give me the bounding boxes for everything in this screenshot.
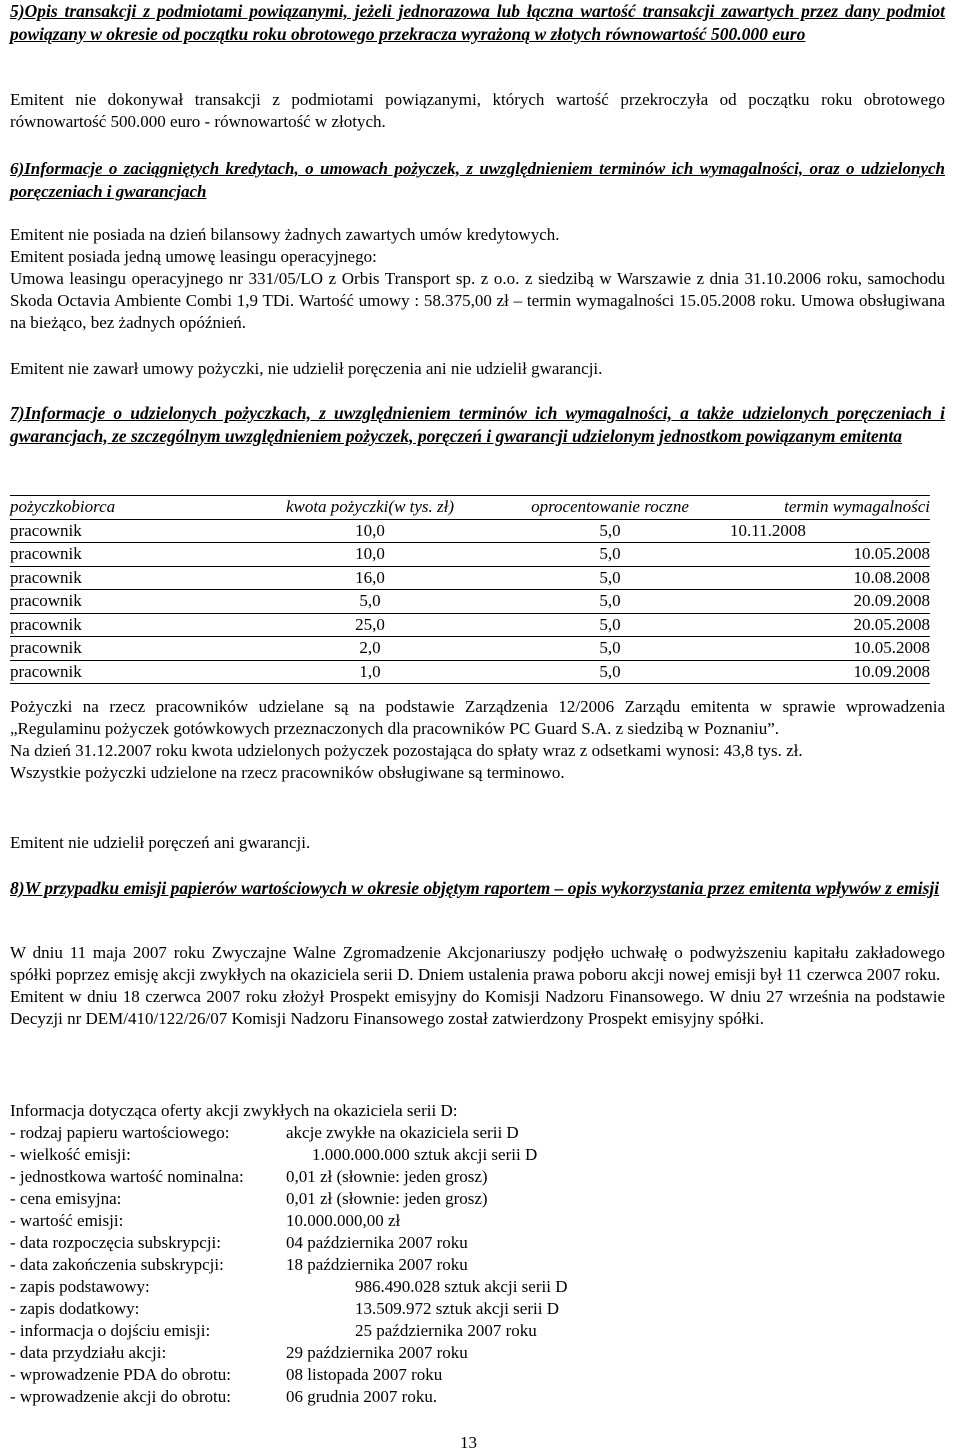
cell-amount: 2,0 (359, 638, 381, 658)
cell-borrower: pracownik (10, 661, 82, 681)
table-row (10, 519, 930, 543)
cell-due-date: 10.05.2008 (853, 544, 930, 564)
offer-value: 13.509.972 sztuk akcji serii D (355, 1299, 559, 1318)
table-row (10, 637, 930, 661)
table-row (10, 566, 930, 590)
offer-label: - wartość emisji: (10, 1211, 124, 1230)
offer-label: - wielkość emisji: (10, 1145, 131, 1164)
loans-basis-paragraph: Pożyczki na rzecz pracowników udzielane są na podstawie Zarządzenia 12/2006 Zarządu emitenta w sprawie wprowadzenia „Regulaminu pożyczek gotówkowych przeznaczonych dla pracowników PC Guard S.A. z siedzibą w Poznaniu”. (10, 697, 945, 738)
offer-value: 29 października 2007 roku (286, 1343, 468, 1362)
offer-value: 08 listopada 2007 roku (286, 1365, 443, 1384)
loans-status-paragraph: Wszystkie pożyczki udzielone na rzecz pracowników obsługiwane są terminowo. (10, 763, 565, 782)
offer-row (10, 1188, 710, 1210)
offer-row (10, 1342, 710, 1364)
cell-interest: 5,0 (599, 591, 621, 611)
offer-value: 25 października 2007 roku (355, 1321, 537, 1340)
offer-row (10, 1386, 710, 1408)
cell-interest: 5,0 (599, 638, 621, 658)
section-6-heading: 6)Informacje o zaciągniętych kredytach, o umowach pożyczek, z uwzględnieniem terminów ich wymagalności, oraz o udzielonych poręczeniach i gwarancjach (10, 159, 945, 201)
cell-borrower: pracownik (10, 638, 82, 658)
cell-borrower: pracownik (10, 544, 82, 564)
table-row (10, 590, 930, 614)
cell-amount: 25,0 (355, 614, 385, 634)
offer-label: - rodzaj papieru wartościowego: (10, 1123, 230, 1142)
table-row (10, 543, 930, 567)
section-7-heading: 7)Informacje o udzielonych pożyczkach, z uwzględnieniem terminów ich wymagalności, a także udzielonych poręczeniach i gwarancjach, ze szczególnym uwzględnieniem pożyczek, poręczeń i gwarancji udzielonym jednostkom powiązanym emitenta (10, 403, 945, 446)
header-due-date: termin wymagalności (784, 497, 930, 517)
offer-label: - zapis podstawowy: (10, 1277, 150, 1296)
header-borrower: pożyczkobiorca (10, 497, 116, 517)
offer-value: 06 grudnia 2007 roku. (286, 1387, 438, 1406)
offer-label: - wprowadzenie akcji do obrotu: (10, 1387, 231, 1406)
header-amount: kwota pożyczki(w tys. zł) (285, 497, 455, 517)
cell-due-date: 10.11.2008 (730, 520, 806, 540)
page-number: 13 (460, 1433, 477, 1452)
cell-borrower: pracownik (10, 520, 82, 540)
loans-table-header (10, 496, 930, 520)
offer-label: - cena emisyjna: (10, 1189, 122, 1208)
offer-value: 986.490.028 sztuk akcji serii D (355, 1277, 568, 1296)
offer-row (10, 1144, 710, 1166)
offer-info (10, 1100, 710, 1408)
cell-interest: 5,0 (599, 567, 621, 587)
offer-value: 04 października 2007 roku (286, 1233, 468, 1252)
offer-label: - data zakończenia subskrypcji: (10, 1255, 224, 1274)
cell-due-date: 20.09.2008 (853, 591, 930, 611)
no-guarantees-line: Emitent nie udzielił poręczeń ani gwarancji. (10, 833, 311, 852)
offer-value: 18 października 2007 roku (286, 1255, 468, 1274)
cell-borrower: pracownik (10, 591, 82, 611)
offer-row (10, 1122, 710, 1144)
offer-label: - informacja o dojściu emisji: (10, 1321, 211, 1340)
cell-borrower: pracownik (10, 614, 82, 634)
cell-due-date: 20.05.2008 (853, 614, 930, 634)
offer-row (10, 1166, 710, 1188)
offer-label: - data przydziału akcji: (10, 1343, 167, 1362)
offer-row (10, 1364, 710, 1386)
table-row (10, 613, 930, 637)
offer-value: 10.000.000,00 zł (286, 1211, 401, 1230)
offer-row (10, 1232, 710, 1254)
prospectus-paragraph: Emitent w dniu 18 czerwca 2007 roku złożył Prospekt emisyjny do Komisji Nadzoru Finansowego. W dniu 27 września na podstawie Decyzji nr DEM/410/122/26/07 Komisji Nadzoru Finansowego został zatwierdzony Prospekt emisyjny spółki. (10, 987, 945, 1028)
cell-due-date: 10.09.2008 (853, 661, 930, 681)
offer-row (10, 1276, 710, 1298)
header-interest: oprocentowanie roczne (531, 497, 689, 517)
section-8-heading: 8)W przypadku emisji papierów wartościowych w okresie objętym raportem – opis wykorzystania przez emitenta wpływów z emisji (10, 878, 940, 898)
cell-borrower: pracownik (10, 567, 82, 587)
offer-value: 0,01 zł (słownie: jeden grosz) (286, 1167, 488, 1186)
issue-resolution-paragraph: W dniu 11 maja 2007 roku Zwyczajne Walne Zgromadzenie Akcjonariuszy podjęło uchwałę o podwyższeniu kapitału zakładowego spółki poprzez emisję akcji zwykłych na okaziciela serii D. Dniem ustalenia prawa poboru akcji nowej emisji był 11 czerwca 2007 roku. (10, 943, 945, 984)
cell-amount: 5,0 (359, 591, 381, 611)
offer-row (10, 1254, 710, 1276)
offer-row (10, 1210, 710, 1232)
section-6-body (10, 224, 945, 334)
cell-interest: 5,0 (599, 520, 621, 540)
offer-row (10, 1298, 710, 1320)
section-8-body (10, 942, 945, 1030)
cell-due-date: 10.08.2008 (853, 567, 930, 587)
offer-value: 0,01 zł (słownie: jeden grosz) (286, 1189, 488, 1208)
offer-value: 1.000.000.000 sztuk akcji serii D (312, 1145, 538, 1164)
loans-table (10, 495, 930, 684)
leasing-intro-line: Emitent posiada jedną umowę leasingu operacyjnego: (10, 247, 377, 266)
cell-amount: 10,0 (355, 520, 385, 540)
no-loan-line: Emitent nie zawarł umowy pożyczki, nie udzielił poręczenia ani nie udzielił gwarancji. (10, 359, 603, 378)
offer-value: akcje zwykłe na okaziciela serii D (286, 1123, 519, 1142)
offer-label: - data rozpoczęcia subskrypcji: (10, 1233, 221, 1252)
offer-label: - jednostkowa wartość nominalna: (10, 1167, 244, 1186)
cell-due-date: 10.05.2008 (853, 638, 930, 658)
cell-amount: 10,0 (355, 544, 385, 564)
offer-row (10, 1320, 710, 1342)
section-7-body (10, 696, 945, 784)
loans-balance-paragraph: Na dzień 31.12.2007 roku kwota udzielonych pożyczek pozostająca do spłaty wraz z odsetkami wynosi: 43,8 tys. zł. (10, 741, 803, 760)
cell-interest: 5,0 (599, 544, 621, 564)
cell-amount: 16,0 (355, 567, 385, 587)
section-5-heading: 5)Opis transakcji z podmiotami powiązanymi, jeżeli jednorazowa lub łączna wartość transakcji zawartych przez dany podmiot powiązany w okresie od początku roku obrotowego przekracza wyrażoną w złotych równowartość 500.000 euro (10, 1, 945, 44)
offer-label: - zapis dodatkowy: (10, 1299, 140, 1318)
cell-interest: 5,0 (599, 661, 621, 681)
section-5-body: Emitent nie dokonywał transakcji z podmiotami powiązanymi, których wartość przekroczyła od początku roku obrotowego równowartość 500.000 euro - równowartość w złotych. (10, 90, 945, 131)
leasing-details: Umowa leasingu operacyjnego nr 331/05/LO z Orbis Transport sp. z o.o. z siedzibą w Warszawie z dnia 31.10.2006 roku, samochodu Skoda Octavia Ambiente Combi 1,9 TDi. Wartość umowy : 58.375,00 zł – termin wymagalności 15.05.2008 roku. Umowa obsługiwana na bieżąco, bez żadnych opóźnień. (10, 269, 945, 332)
offer-title: Informacja dotycząca oferty akcji zwykłych na okaziciela serii D: (10, 1101, 458, 1120)
table-row (10, 660, 930, 684)
cell-amount: 1,0 (359, 661, 381, 681)
offer-label: - wprowadzenie PDA do obrotu: (10, 1365, 231, 1384)
cell-interest: 5,0 (599, 614, 621, 634)
no-credit-line: Emitent nie posiada na dzień bilansowy żadnych zawartych umów kredytowych. (10, 225, 560, 244)
